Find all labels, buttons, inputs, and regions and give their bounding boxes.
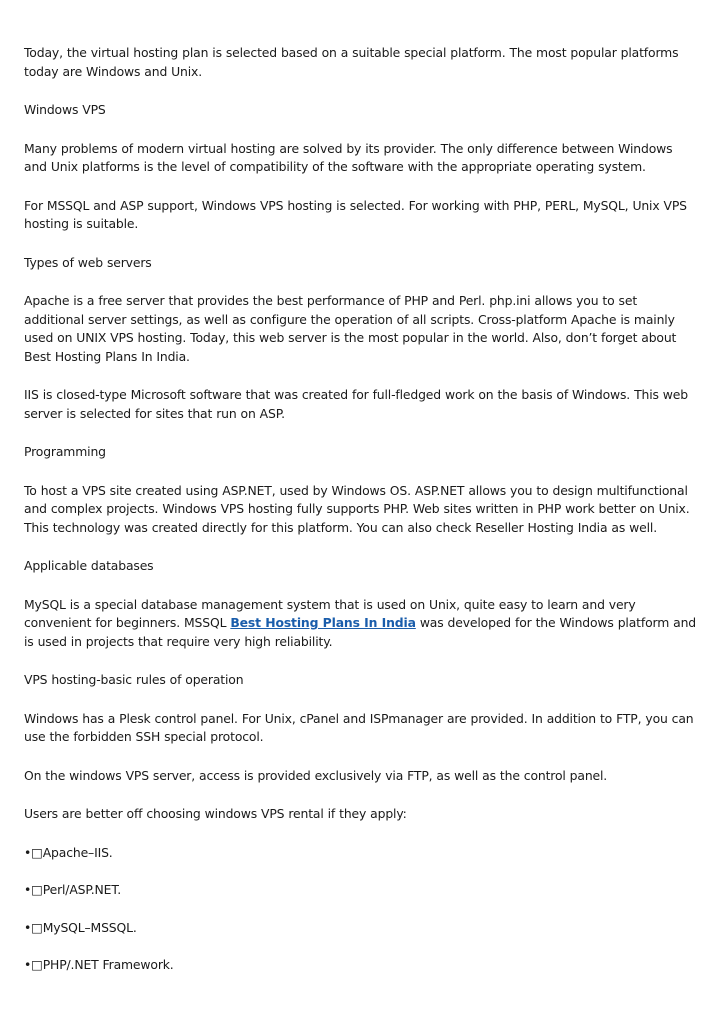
heading-basic-rules: VPS hosting-basic rules of operation [24,672,244,687]
paragraph-control-panels: Windows has a Plesk control panel. For Unix, cPanel and ISPmanager are provided. In addition to FTP, you can use the forbidden SSH special protocol. [24,710,694,744]
mysql-text-after-link: was developed for the Windows platform and is used in projects that require very high reliability. [24,615,696,649]
paragraph-ftp-access: On the windows VPS server, access is provided exclusively via FTP, as well as the control panel. [24,767,608,783]
list-item: •□MySQL–MSSQL. [24,919,137,935]
paragraph-users-choose: Users are better off choosing windows VPS rental if they apply: [24,806,407,821]
paragraph-mysql [24,596,698,652]
list-item: •□PHP/.NET Framework. [24,957,174,972]
paragraph-mssql-support: For MSSQL and ASP support, Windows VPS hosting is selected. For working with PHP, PERL, MySQL, Unix VPS hosting is suitable. [24,197,687,231]
paragraph-aspnet: To host a VPS site created using ASP.NET, used by Windows OS. ASP.NET allows you to design multifunctional and complex projects. Windows VPS hosting fully supports PHP. Web sites written in PHP work better on Unix. This technology was created directly for this platform. You can also check Reseller Hosting India as well. [24,482,690,535]
list-item: •□Apache–IIS. [24,844,113,860]
mysql-text-before-link: MySQL is a special database management system that is used on Unix, quite easy to learn and very convenient for beginners. MSSQL [24,596,636,630]
paragraph-provider-compatibility: Many problems of modern virtual hosting are solved by its provider. The only difference between Windows and Unix platforms is the level of compatibility of the software with the appropriate operating system. [24,140,673,174]
list-item: •□Perl/ASP.NET. [24,882,122,897]
paragraph-platform-intro: Today, the virtual hosting plan is selected based on a suitable special platform. The most popular platforms today are Windows and Unix. [24,45,679,79]
heading-programming: Programming [24,444,106,459]
heading-windows-vps: Windows VPS [24,102,106,117]
heading-databases: Applicable databases [24,558,154,573]
paragraph-apache: Apache is a free server that provides the best performance of PHP and Perl. php.ini allows you to set additional server settings, as well as configure the operation of all scripts. Cross-platform Apache is mainly used on UNIX VPS hosting. Today, this web server is the most popular in the world. Also, don’t forget about Best Hosting Plans In India. [24,293,677,364]
paragraph-iis: IIS is closed-type Microsoft software that was created for full-fledged work on the basis of Windows. This web server is selected for sites that run on ASP. [24,387,688,421]
heading-web-servers: Types of web servers [24,254,152,270]
best-hosting-plans-link[interactable]: Best Hosting Plans In India [230,615,416,630]
